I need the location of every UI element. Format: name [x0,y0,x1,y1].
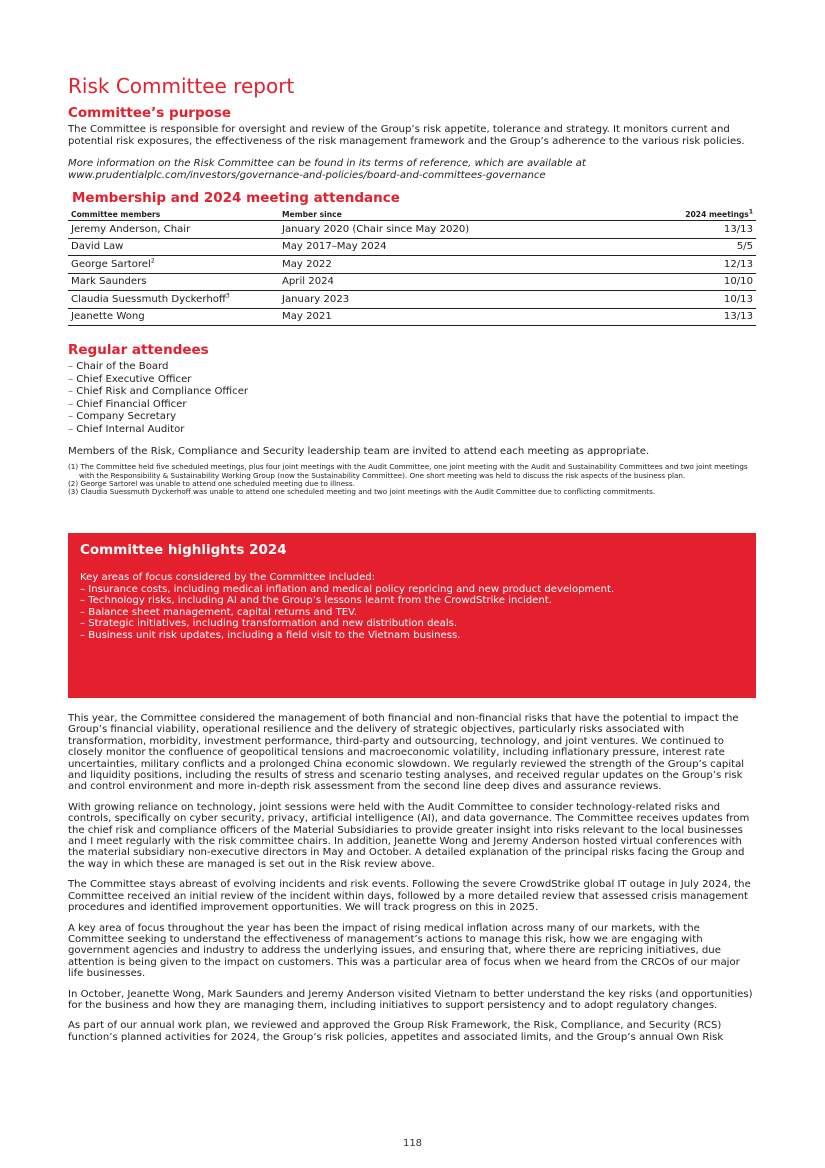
list-item: – Chief Risk and Compliance Officer [68,386,756,399]
highlight-item: – Business unit risk updates, including a field visit to the Vietnam business. [80,630,744,642]
upper-section [68,105,756,497]
terms-of-reference-note: More information on the Risk Committee can be found in its terms of reference, which are available at www.prudentialplc.com/investors/governance-and-policies/board-and-committees-governance [68,157,586,181]
footnote: (3) Claudia Suessmuth Dyckerhoff was unable to attend one scheduled meeting and two joint meetings with the Audit Committee due to conflicting commitments. [68,487,656,497]
purpose-heading: Committee’s purpose [68,105,232,121]
member-meetings: 10/13 [624,291,756,309]
table-header-row [68,208,756,221]
list-item: – Chair of the Board [68,361,756,374]
table-row [68,238,756,256]
list-item: – Company Secretary [68,411,756,424]
col-header-members: Committee members [68,208,279,221]
attendees-note: Members of the Risk, Compliance and Security leadership team are invited to attend each meeting as appropriate. [68,446,650,458]
highlight-item: – Technology risks, including AI and the Group’s lessons learnt from the CrowdStrike incident. [80,595,744,607]
page-title: Risk Committee report [68,74,295,98]
highlight-item: – Strategic initiatives, including transformation and new distribution deals. [80,618,744,630]
footnotes [68,463,756,496]
membership-heading: Membership and 2024 meeting attendance [72,190,400,207]
table-row [68,308,756,326]
highlight-item: – Balance sheet management, capital returns and TEV. [80,607,744,619]
highlight-item: – Insurance costs, including medical inflation and medical policy repricing and new product development. [80,584,744,596]
member-name: David Law [68,238,279,256]
list-item: – Chief Internal Auditor [68,424,756,437]
member-meetings: 5/5 [624,238,756,256]
body-paragraph: With growing reliance on technology, joint sessions were held with the Audit Committee to consider technology-related risks and controls, specifically on cyber security, privacy, artificial intelligence (AI), and data governance. The Committee receives updates from the chief risk and compliance officers of the Material Subsidiaries to provide greater insight into risks relevant to the local businesses and I meet regularly with the risk committee chairs. In addition, Jeanette Wong and Jeremy Anderson hosted virtual conferences with the material subsidiary non-executive directors in May and October. A detailed explanation of the principal risks facing the Group and the way in which these are managed is set out in the Risk review above. [68,801,750,870]
member-meetings: 13/13 [624,221,756,239]
member-meetings: 13/13 [624,308,756,326]
member-meetings: 12/13 [624,256,756,274]
table-row [68,256,756,274]
member-name: Claudia Suessmuth Dyckerhoff$^3$ [68,291,279,309]
body-paragraph: As part of our annual work plan, we reviewed and approved the Group Risk Framework, the Risk, Compliance, and Security (RCS) function’s planned activities for 2024, the Group’s risk policies, appetites and associated limits, and the Group’s annual Own Risk [68,1020,724,1043]
table-row [68,221,756,239]
report-body [68,713,758,1052]
body-paragraph: This year, the Committee considered the management of both financial and non-financial risks that have the potential to impact the Group’s financial viability, operational resilience and the delivery of strategic objectives, particularly risks associated with transformation, morbidity, investment performance, third-party and outsourcing, technology, and joint ventures. We continued to closely monitor the confluence of geopolitical tensions and macroeconomic volatility, including inflationary pressure, interest rate uncertainties, military conflicts and a prolonged China economic slowdown. We regularly reviewed the strength of the Group’s capital and liquidity positions, including the results of stress and scenario testing analyses, and received regular updates on the Group’s risk and control environment and more in-depth risk assessment from the second line deep dives and assurance reviews. [68,713,745,793]
purpose-text: The Committee is responsible for oversight and review of the Group’s risk appetite, tolerance and strategy. It monitors current and potential risk exposures, the effectiveness of the risk management framework and the Group’s adherence to the various risk policies. [68,124,745,148]
body-paragraph: The Committee stays abreast of evolving incidents and risk events. Following the severe CrowdStrike global IT outage in July 2024, the Committee received an initial review of the incident within days, followed by a more detailed review that assessed crisis management procedures and identified improvement opportunities. We will track progress on this in 2025. [68,879,751,914]
member-name: George Sartorel$^2$ [68,256,279,274]
page-number: 118 [402,1138,423,1149]
member-name: Mark Saunders [68,273,279,291]
highlights-heading: Committee highlights 2024 [80,542,287,558]
list-item: – Chief Financial Officer [68,399,756,412]
body-paragraph: In October, Jeanette Wong, Mark Saunders and Jeremy Anderson visited Vietnam to better understand the key risks (and opportunities) for the business and how they are managing them, including initiatives to support persistency and to adopt regulatory changes. [68,988,753,1011]
attendees-heading: Regular attendees [68,342,209,359]
member-since: May 2022 [279,256,624,274]
highlights-list [80,584,744,642]
member-name: Jeanette Wong [68,308,279,326]
member-meetings: 10/10 [624,273,756,291]
col-header-meetings: 2024 meetings$^1$ [624,208,756,221]
member-name: Jeremy Anderson, Chair [68,221,279,239]
member-since: May 2021 [279,308,624,326]
member-since: January 2023 [279,291,624,309]
attendees-list [68,361,756,436]
col-header-since: Member since [279,208,624,221]
list-item: – Chief Executive Officer [68,374,756,387]
highlights-box [68,533,756,698]
member-since: January 2020 (Chair since May 2020) [279,221,624,239]
member-since: April 2024 [279,273,624,291]
footnote: (1) The Committee held five scheduled meetings, plus four joint meetings with the Audit Committee, one joint meeting with the Audit and Sustainability Committees and two joint meetings with the Responsibility & Sustainability Working Group (now the Sustainability Committee). One short meeting was held to discuss the risk aspects of the business plan. [68,462,748,480]
table-row [68,291,756,309]
footnote: (2) George Sartorel was unable to attend one scheduled meeting due to illness. [68,479,355,489]
highlights-intro: Key areas of focus considered by the Committee included: [80,572,376,583]
table-row [68,273,756,291]
body-paragraph: A key area of focus throughout the year has been the impact of rising medical inflation across many of our markets, with the Committee seeking to understand the effectiveness of management’s actions to manage this risk, how we are engaging with government agencies and industry to address the underlying issues, and ensuring that, where there are repricing initiatives, due attention is being given to the impact on customers. This was a particular area of focus when we heard from the CRCOs of our major life businesses. [68,922,740,980]
member-since: May 2017–May 2024 [279,238,624,256]
membership-table [68,208,756,326]
